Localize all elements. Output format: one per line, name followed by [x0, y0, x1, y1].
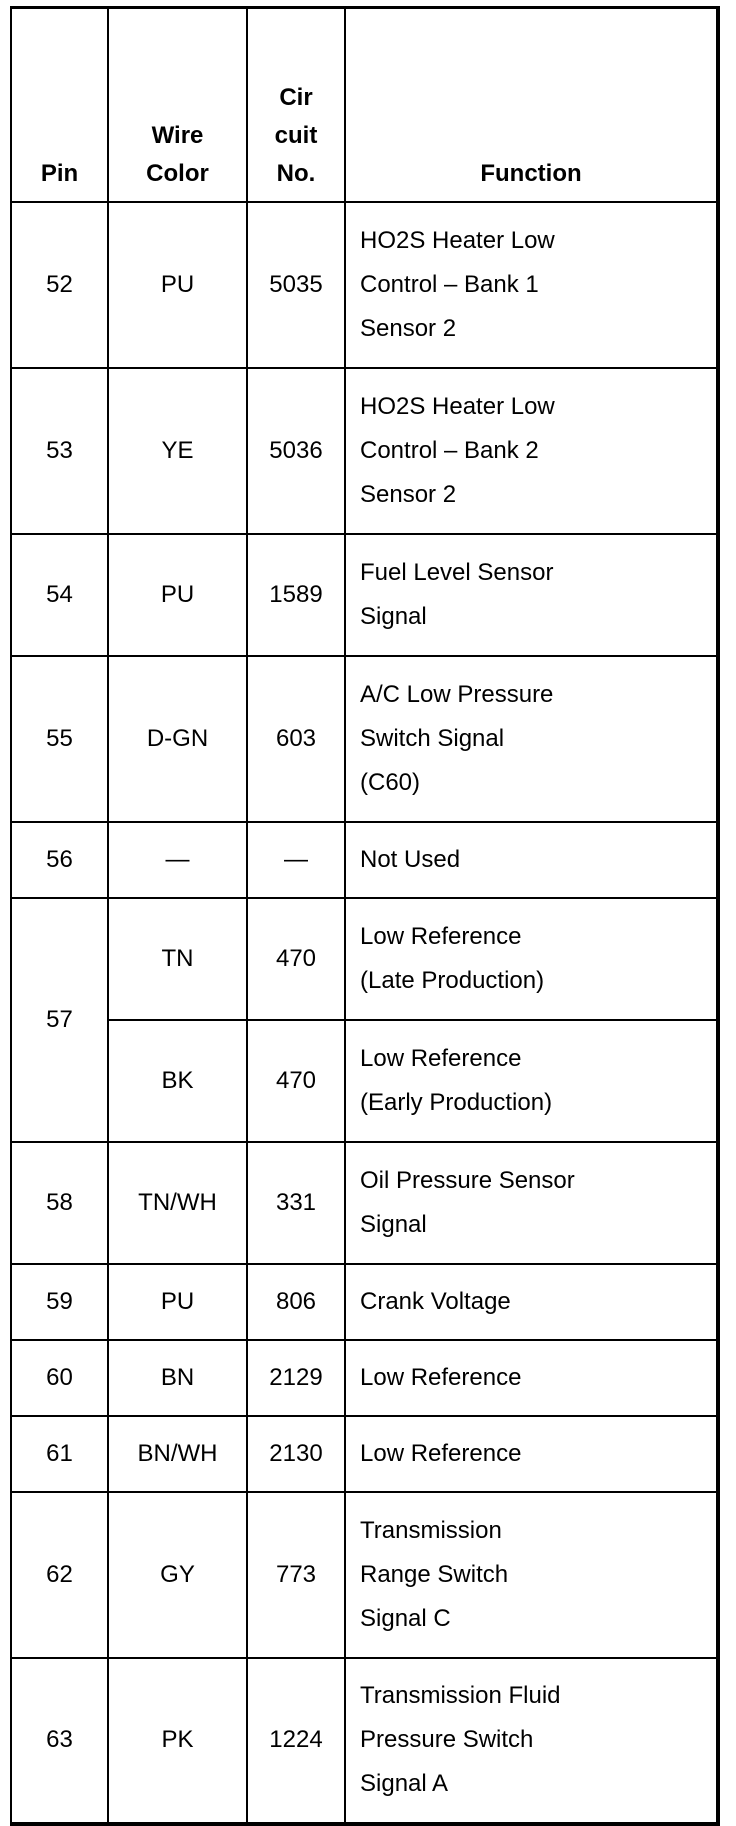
- function-line: A/C Low Pressure: [360, 680, 554, 708]
- function-cell: [345, 1142, 718, 1264]
- wire-color-cell: PK: [108, 1658, 247, 1824]
- function-line: Low Reference: [360, 1044, 522, 1072]
- wire-color-cell: BN/WH: [108, 1416, 247, 1492]
- pin-cell: 52: [11, 202, 108, 368]
- function-line: Fuel Level Sensor: [360, 558, 554, 586]
- header-wire-color: [108, 8, 247, 202]
- function-cell: [345, 898, 718, 1020]
- pin-cell: 63: [11, 1658, 108, 1824]
- wire-color-cell: TN: [108, 898, 247, 1020]
- function-line: Low Reference: [360, 1439, 522, 1467]
- function-line: Sensor 2: [360, 480, 457, 508]
- function-line: Sensor 2: [360, 314, 457, 342]
- header-function: [345, 8, 718, 202]
- function-cell: [345, 1658, 718, 1824]
- pin-cell: 62: [11, 1492, 108, 1658]
- wire-color-cell: GY: [108, 1492, 247, 1658]
- function-line: Low Reference: [360, 922, 522, 950]
- function-cell: [345, 1340, 718, 1416]
- function-line: Transmission Fluid: [360, 1682, 561, 1709]
- pin-cell: 56: [11, 822, 108, 898]
- pin-table-container: [10, 6, 720, 1826]
- pin-cell: 59: [11, 1264, 108, 1340]
- wire-color-cell: D-GN: [108, 656, 247, 822]
- circuit-cell: 773: [247, 1492, 345, 1658]
- header-function-label: Function: [480, 159, 582, 187]
- circuit-cell: —: [247, 822, 345, 898]
- function-line: Control – Bank 1: [360, 270, 539, 298]
- table-row: [11, 1142, 718, 1264]
- wire-color-cell: BN: [108, 1340, 247, 1416]
- pin-cell: 61: [11, 1416, 108, 1492]
- wire-color-cell: BK: [108, 1020, 247, 1142]
- function-line: Oil Pressure Sensor: [360, 1166, 575, 1194]
- function-line: Signal: [360, 602, 427, 630]
- function-cell: [345, 656, 718, 822]
- pin-cell: 55: [11, 656, 108, 822]
- function-line: HO2S Heater Low: [360, 392, 555, 420]
- header-row: [11, 8, 718, 202]
- header-wire-color-line1: Wire: [151, 121, 204, 149]
- table-row: [11, 1264, 718, 1340]
- function-line: Signal: [360, 1210, 427, 1238]
- function-cell: [345, 1492, 718, 1658]
- circuit-cell: 5035: [247, 202, 345, 368]
- wire-color-cell: TN/WH: [108, 1142, 247, 1264]
- wire-color-cell: PU: [108, 534, 247, 656]
- circuit-cell: 331: [247, 1142, 345, 1264]
- function-cell: [345, 534, 718, 656]
- table-row: [11, 1340, 718, 1416]
- circuit-cell: 1224: [247, 1658, 345, 1824]
- function-line: Signal C: [360, 1604, 451, 1632]
- header-pin: [11, 8, 108, 202]
- circuit-cell: 2129: [247, 1340, 345, 1416]
- function-line: (Early Production): [360, 1088, 553, 1116]
- wire-color-cell: PU: [108, 202, 247, 368]
- table-row: [11, 1020, 718, 1142]
- function-line: HO2S Heater Low: [360, 226, 555, 254]
- circuit-cell: 1589: [247, 534, 345, 656]
- function-line: Switch Signal: [360, 724, 505, 752]
- pin-cell: 58: [11, 1142, 108, 1264]
- pin-cell: 53: [11, 368, 108, 534]
- circuit-cell: 5036: [247, 368, 345, 534]
- function-line: (Late Production): [360, 966, 545, 994]
- table-row: [11, 1416, 718, 1492]
- function-line: Transmission: [360, 1516, 502, 1544]
- pin-cell: 60: [11, 1340, 108, 1416]
- function-cell: [345, 368, 718, 534]
- function-cell: [345, 202, 718, 368]
- table-row: [11, 1658, 718, 1824]
- table-row: [11, 368, 718, 534]
- circuit-cell: 2130: [247, 1416, 345, 1492]
- pin-cell: 54: [11, 534, 108, 656]
- header-wire-color-line2: Color: [146, 159, 209, 187]
- function-line: Pressure Switch: [360, 1726, 534, 1753]
- header-circuit-no: [247, 8, 345, 202]
- header-circuit-line3: No.: [276, 159, 316, 187]
- function-line: Control – Bank 2: [360, 436, 539, 464]
- table-row: [11, 822, 718, 898]
- header-circuit-line1: Cir: [279, 83, 313, 111]
- circuit-cell: 806: [247, 1264, 345, 1340]
- function-line: Range Switch: [360, 1560, 509, 1588]
- function-line: (C60): [360, 768, 421, 796]
- table-row: [11, 202, 718, 368]
- wire-color-cell: PU: [108, 1264, 247, 1340]
- circuit-cell: 603: [247, 656, 345, 822]
- circuit-cell: 470: [247, 1020, 345, 1142]
- function-line: Crank Voltage: [360, 1287, 511, 1315]
- header-circuit-line2: cuit: [274, 121, 318, 149]
- table-row: [11, 1492, 718, 1658]
- wire-color-cell: —: [108, 822, 247, 898]
- function-cell: [345, 1020, 718, 1142]
- table-row: [11, 898, 718, 1020]
- circuit-cell: 470: [247, 898, 345, 1020]
- wire-color-cell: YE: [108, 368, 247, 534]
- function-cell: [345, 1264, 718, 1340]
- header-pin-label: Pin: [40, 159, 79, 187]
- table-row: [11, 656, 718, 822]
- pin-cell: 57: [11, 898, 108, 1142]
- function-cell: [345, 1416, 718, 1492]
- table-row: [11, 534, 718, 656]
- function-line: Signal A: [360, 1770, 449, 1797]
- connector-pin-table: [10, 6, 720, 1826]
- function-line: Low Reference: [360, 1363, 522, 1391]
- function-line: Not Used: [360, 845, 461, 873]
- function-cell: [345, 822, 718, 898]
